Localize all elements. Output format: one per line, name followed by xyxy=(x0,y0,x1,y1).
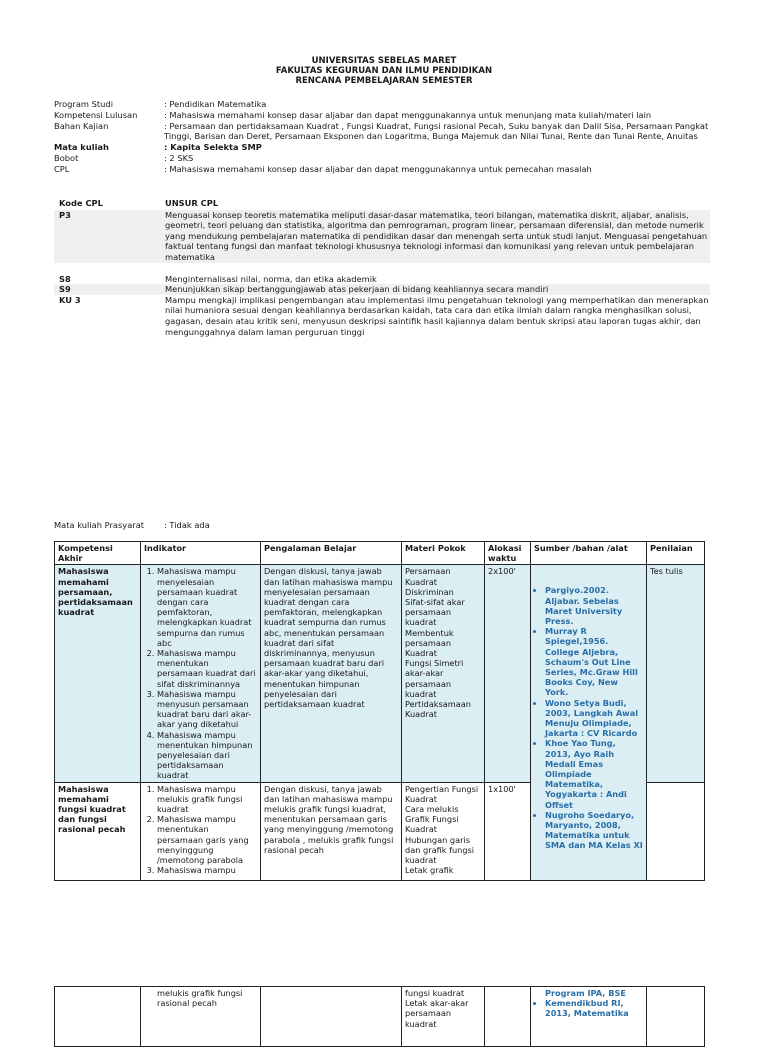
materi-item: Hubungan garis dan grafik fungsi kuadrat xyxy=(405,834,475,866)
cpl-desc: Menunjukkan sikap bertanggungjawab atas pekerjaan di bidang keahliannya secara mandiri xyxy=(165,284,549,295)
col-header: Materi Pokok xyxy=(402,542,485,565)
cpl-code-header: Kode CPL xyxy=(59,198,103,208)
indikator-cell xyxy=(141,565,261,782)
sumber-cell xyxy=(531,987,647,1047)
info-label: Program Studi xyxy=(54,99,113,109)
indikator-item: 4. Mahasiswa mampu menentukan himpunan penyelesaian dari pertidaksamaan kuadrat xyxy=(157,730,257,781)
indikator-cell xyxy=(141,782,261,880)
indikator-cell xyxy=(141,987,261,1047)
pengalaman-cell: Dengan diskusi, tanya jawab dan latihan mahasiswa mampu melukis grafik fungsi kuadrat, menentukan persamaan garis yang menyinggung /memotong parabola , melukis grafik fungsi rasional pecah xyxy=(261,782,402,880)
penilaian-cell: Tes tulis xyxy=(647,565,705,782)
col-header: Alokasi waktu xyxy=(485,542,531,565)
sumber-continued: Program IPA, BSE xyxy=(545,988,626,998)
cpl-row xyxy=(54,295,710,337)
col-header: Penilaian xyxy=(647,542,705,565)
cpl-row xyxy=(54,210,710,263)
prasyarat-label: Mata kuliah Prasyarat xyxy=(54,520,145,530)
materi-cell: fungsi kuadrat Letak akar-akar persamaan kuadrat xyxy=(402,987,485,1047)
indikator-item: 1. Mahasiswa mampu menyelesaian persamaan kuadrat dengan cara pemfaktoran, melengkapkan kuadrat sempurna dan rumus abc xyxy=(157,566,257,648)
prasyarat-line xyxy=(54,520,210,530)
pengalaman-cell xyxy=(261,987,402,1047)
cpl-row xyxy=(54,274,710,285)
sumber-item: • Nugroho Soedaryo, Maryanto, 2008, Matematika untuk SMA dan MA Kelas XI xyxy=(545,810,643,851)
info-label: CPL xyxy=(54,163,70,174)
indikator-item: 3. Mahasiswa mampu menyusun persamaan kuadrat baru dari akar-akar yang diketahui xyxy=(157,689,257,730)
col-header: Indikator xyxy=(141,542,261,565)
info-value: : Mahasiswa memahami konsep dasar aljabar dan dapat menggunakannya untuk pemecahan masalah xyxy=(164,163,592,174)
materi-item: Pengertian Fungsi Kuadrat xyxy=(405,783,479,804)
cpl-code: KU 3 xyxy=(59,294,81,305)
sumber-item: • Pargiyo.2002. Aljabar. Sebelas Maret University Press. xyxy=(545,585,643,626)
table-row xyxy=(55,565,705,782)
alokasi-cell: 2x100' xyxy=(485,565,531,782)
info-label: Mata kuliah xyxy=(54,142,109,153)
materi-item: Letak grafik xyxy=(405,865,454,876)
kompetensi-cell: Mahasiswa memahami persamaan, pertidaksamaan kuadrat xyxy=(55,565,141,782)
penilaian-cell xyxy=(647,987,705,1047)
kompetensi-cell xyxy=(55,987,141,1047)
penilaian-cell xyxy=(647,782,705,880)
indikator-continued: melukis grafik fungsi rasional pecah xyxy=(157,988,243,1009)
cpl-code: S9 xyxy=(59,284,71,295)
table-row xyxy=(55,987,705,1047)
info-row-cpl xyxy=(54,164,714,175)
col-header: Sumber /bahan /alat xyxy=(531,542,647,565)
materi-item: Sifat-sifat akar persamaan kuadrat xyxy=(405,597,465,628)
info-value: : Kapita Selekta SMP xyxy=(164,142,262,153)
rps-table-continued xyxy=(54,986,705,1047)
sumber-item: • Kemendikbud RI, 2013, Matematika xyxy=(545,998,643,1018)
materi-item: Cara melukis Grafik Fungsi Kuadrat xyxy=(405,804,459,835)
materi-item: Fungsi Simetri akar-akar persamaan kuadrat xyxy=(405,658,464,699)
info-row-bobot xyxy=(54,153,714,164)
info-value: : Pendidikan Matematika xyxy=(164,99,267,109)
cpl-desc: Menguasai konsep teoretis matematika meliputi dasar-dasar matematika, teori bilangan, matematika diskrit, aljabar, analisis, geometri, teori peluang dan statistika, algoritma dan pemrograman, program linear, persamaan diferensial, dan metode numerik yang mendukung pembelajaran matematika di pendidikan dasar dan menengah serta untuk studi lanjut. Menguasai pengetahuan faktual tentang fungsi dan manfaat teknologi khususnya teknologi informasi dan komunikasi yang relevan untuk pembelajaran matematika xyxy=(165,209,708,262)
sumber-cell xyxy=(531,565,647,880)
indikator-item: 2. Mahasiswa mampu menentukan persamaan garis yang menyinggung /memotong parabola xyxy=(157,814,257,865)
materi-cell xyxy=(402,565,485,782)
info-row-matakuliah xyxy=(54,142,714,153)
cpl-header xyxy=(54,198,710,209)
cpl-desc: Menginternalisasi nilai, norma, dan etika akademik xyxy=(165,273,377,284)
materi-item: Diskriminan xyxy=(405,586,454,597)
col-header: Kompetensi Akhir xyxy=(55,542,141,565)
document-title: RENCANA PEMBELAJARAN SEMESTER xyxy=(295,76,473,86)
cpl-code: S8 xyxy=(59,273,71,284)
info-value: : Persamaan dan pertidaksamaan Kuadrat , Fungsi Kuadrat, Fungsi rasional Pecah, Suku banyak dan Dalil Sisa, Persamaan Pangkat Tinggi, Barisan dan Deret, Persamaan Eksponen dan Logaritma, Bunga Majemuk dan Nilai Tunai, Rente dan Tunai Rente, Anuitas xyxy=(164,120,709,142)
table-header-row xyxy=(55,542,705,565)
materi-item: Pertidaksamaan Kuadrat xyxy=(405,699,471,720)
indikator-item: 1. Mahasiswa mampu melukis grafik fungsi kuadrat xyxy=(157,784,257,815)
sumber-item: • Murray R Spiegel,1956. College Aljebra, Schaum's Out Line Series, Mc.Graw Hill Books Coy, New York. xyxy=(545,626,643,697)
info-row-bahan xyxy=(54,121,714,143)
col-header: Pengalaman Belajar xyxy=(261,542,402,565)
faculty-name: FAKULTAS KEGURUAN DAN ILMU PENDIDIKAN xyxy=(275,66,493,76)
indikator-item: 2. Mahasiswa mampu menentukan persamaan kuadrat dari sifat diskriminannya xyxy=(157,648,257,689)
sumber-item: • Khoe Yao Tung, 2013, Ayo Raih Medali Emas Olimpiade Matematika, Yogyakarta : Andi Offset xyxy=(545,738,643,809)
info-row-program xyxy=(54,99,714,110)
cpl-code: P3 xyxy=(59,209,71,220)
indikator-item: 3. Mahasiswa mampu xyxy=(157,865,257,875)
cpl-section xyxy=(54,198,710,337)
info-row-kompetensi xyxy=(54,110,714,121)
info-label: Kompetensi Lulusan xyxy=(54,109,138,120)
university-name: UNIVERSITAS SEBELAS MARET xyxy=(311,56,457,66)
cpl-desc: Mampu mengkaji implikasi pengembangan atau implementasi ilmu pengetahuan teknologi yang memperhatikan dan menerapkan nilai humaniora sesuai dengan keahliannya berdasarkan kaidah, tata cara dan etika ilmiah dalam rangka menghasilkan solusi, gagasan, desain atau kritik seni, menyusun deskripsi saintifik hasil kajiannya dalam bentuk skripsi atau laporan tugas akhir, dan mengunggahnya dalam laman perguruan tinggi xyxy=(165,294,709,337)
info-label: Bobot xyxy=(54,152,79,163)
cpl-desc-header: UNSUR CPL xyxy=(165,198,219,208)
sumber-item: • Wono Setya Budi, 2003, Langkah Awal Menuju Olimpiade, Jakarta : CV Ricardo xyxy=(545,698,643,739)
alokasi-cell xyxy=(485,987,531,1047)
course-info xyxy=(54,99,714,175)
info-value: : 2 SKS xyxy=(164,152,194,163)
prasyarat-value: : Tidak ada xyxy=(164,520,210,530)
cpl-row xyxy=(54,284,710,295)
info-label: Bahan Kajian xyxy=(54,120,109,131)
pengalaman-cell: Dengan diskusi, tanya jawab dan latihan mahasiswa mampu menyelesaian persamaan kuadrat dengan cara pemfaktoran, melengkapkan kuadrat sempurna dan rumus abc, menentukan persamaan kuadrat dari sifat diskriminannya, menyusun persamaan kuadrat baru dari akar-akar yang diketahui, menentukan himpunan penyelesaian dari pertidaksamaan kuadrat xyxy=(261,565,402,782)
materi-item: Persamaan Kuadrat xyxy=(405,566,451,587)
rps-table xyxy=(54,541,705,881)
kompetensi-cell: Mahasiswa memahami fungsi kuadrat dan fungsi rasional pecah xyxy=(55,782,141,880)
info-value: : Mahasiswa memahami konsep dasar aljabar dan dapat menggunakannya untuk menunjang mata kuliah/materi lain xyxy=(164,109,652,120)
materi-cell xyxy=(402,782,485,880)
materi-item: Membentuk persamaan Kuadrat xyxy=(405,627,454,659)
alokasi-cell: 1x100' xyxy=(485,782,531,880)
